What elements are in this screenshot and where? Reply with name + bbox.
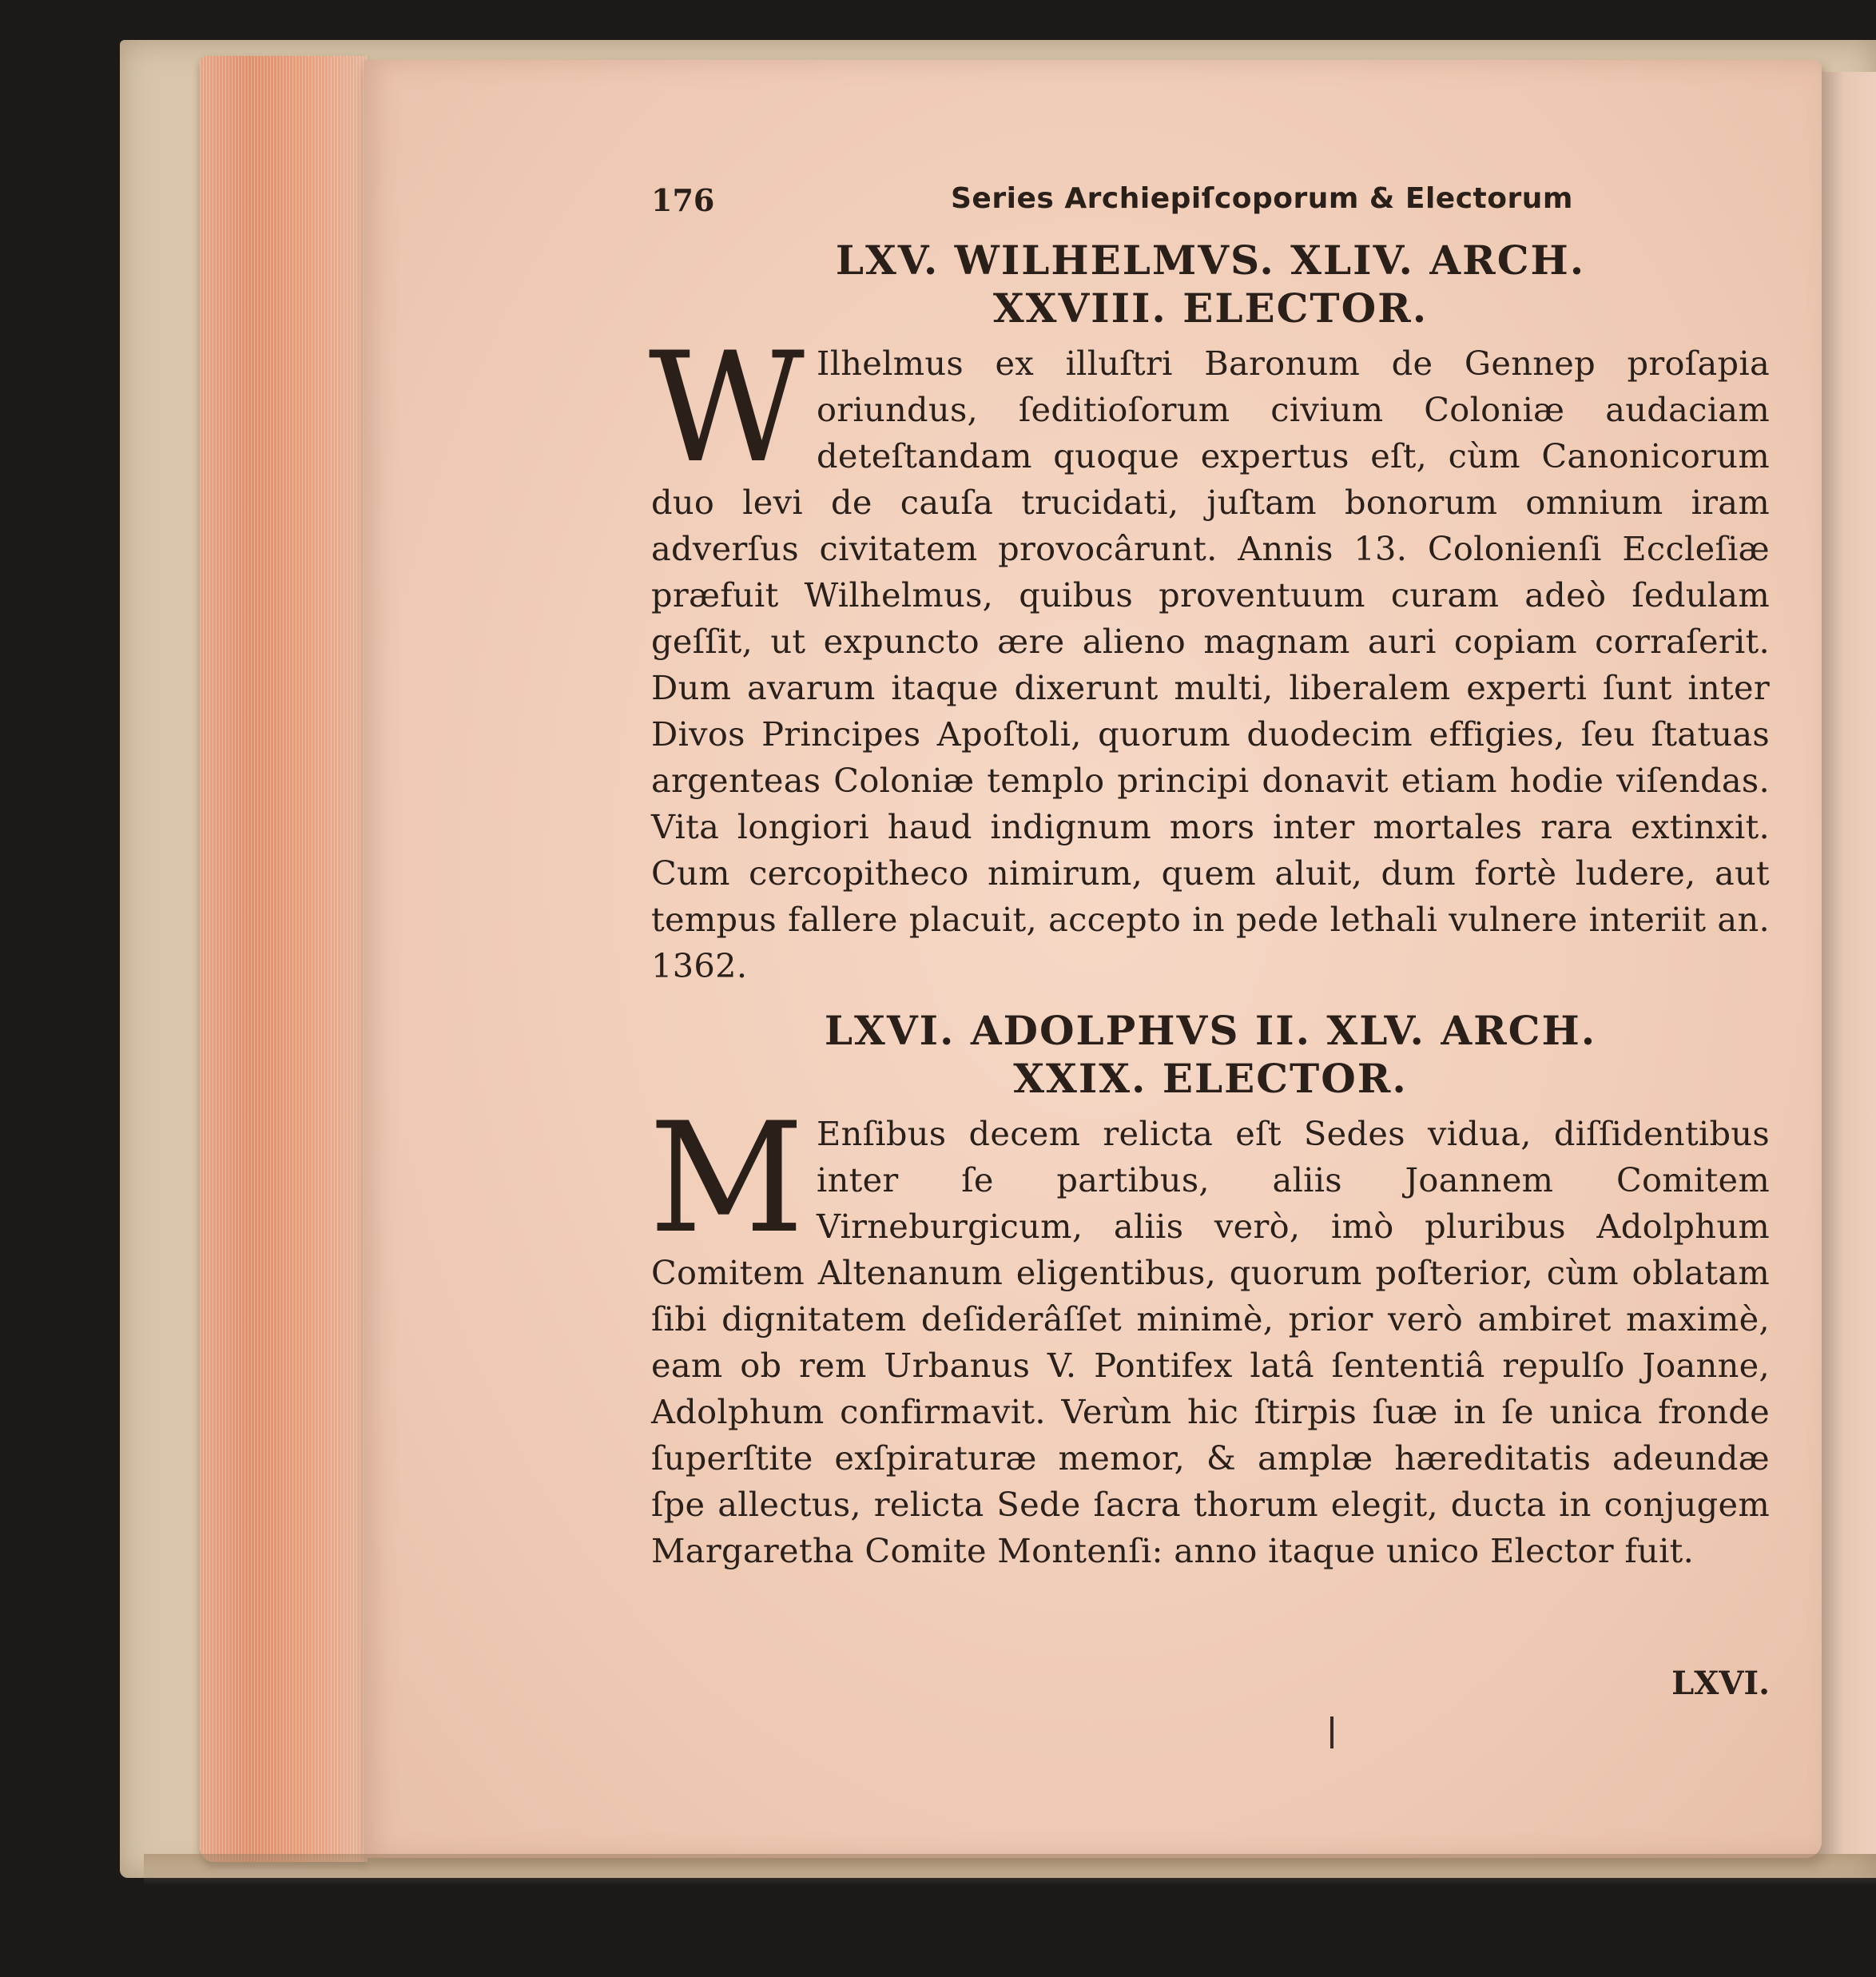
section-heading-line1: LXVI. ADOLPHVS II. XLV. ARCH. — [824, 1007, 1597, 1054]
section-wilhelmus — [648, 237, 1770, 989]
section-heading-line1: LXV. WILHELMVS. XLIV. ARCH. — [835, 237, 1586, 284]
drop-cap: M — [649, 1090, 805, 1267]
binding-shadow — [144, 1854, 1876, 1886]
text-block — [648, 182, 1770, 1702]
ink-mark — [1330, 1716, 1333, 1748]
section-heading-line2: XXVIII. ELECTOR. — [992, 284, 1429, 332]
paragraph-text: Ilhelmus ex illuſtri Baronum de Gennep proſapia oriundus, ſeditioſorum civium Coloniæ audaciam deteſtandam quoque expertus eſt, cùm Canonicorum duo levi de cauſa trucidati, juſtam bonorum omnium iram adverſus civitatem provocârunt. Annis 13. Colonienſi Eccleſiæ præfuit Wilhelmus, quibus proventuum curam adeò ſedulam geſſit, ut expuncto ære alieno magnam auri copiam corraſerit. Dum avarum itaque dixerunt multi, liberalem experti ſunt inter Divos Principes Apoſtoli, quorum duodecim effigies, ſeu ſtatuas argenteas Coloniæ templo principi donavit etiam hodie viſendas. Vita longiori haud indignum mors inter mortales rara extinxit. Cum cercopitheco nimirum, quem aluit, dum fortè ludere, aut tempus fallere placuit, accepto in pede lethali vulnere interiit an. 1362. — [651, 344, 1770, 985]
catchword: LXVI. — [1671, 1665, 1770, 1702]
page-number: 176 — [651, 182, 715, 218]
page-edges — [200, 56, 368, 1862]
section-paragraph — [649, 1090, 1770, 1574]
running-head — [651, 182, 1770, 230]
running-title: Series Archiepiſcoporum & Electorum — [951, 182, 1573, 215]
facing-page-edge — [1822, 72, 1876, 1854]
section-adolphus — [651, 1007, 1770, 1574]
paragraph-text: Enſibus decem relicta eſt Sedes vidua, diſſidentibus inter ſe partibus, aliis Joannem Comitem Virneburgicum, aliis verò, imò pluribus Adolphum Comitem Altenanum eligentibus, quorum poſterior, cùm oblatam ſibi dignitatem deſiderâſſet minimè, prior verò ambiret maximè, eam ob rem Urbanus V. Pontifex latâ ſententiâ repulſo Joanne, Adolphum confirmavit. Verùm hic ſtirpis ſuæ in ſe unica fronde ſuperſtite exſpiraturæ memor, & amplæ hæreditatis adeundæ ſpe allectus, relicta Sede ſacra thorum elegit, ducta in conjugem Margaretha Comite Montenſi: anno itaque unico Elector fuit. — [651, 1114, 1770, 1570]
section-heading-line2: XXIX. ELECTOR. — [1013, 1055, 1408, 1102]
drop-cap: W — [648, 320, 805, 496]
section-paragraph — [648, 320, 1770, 989]
